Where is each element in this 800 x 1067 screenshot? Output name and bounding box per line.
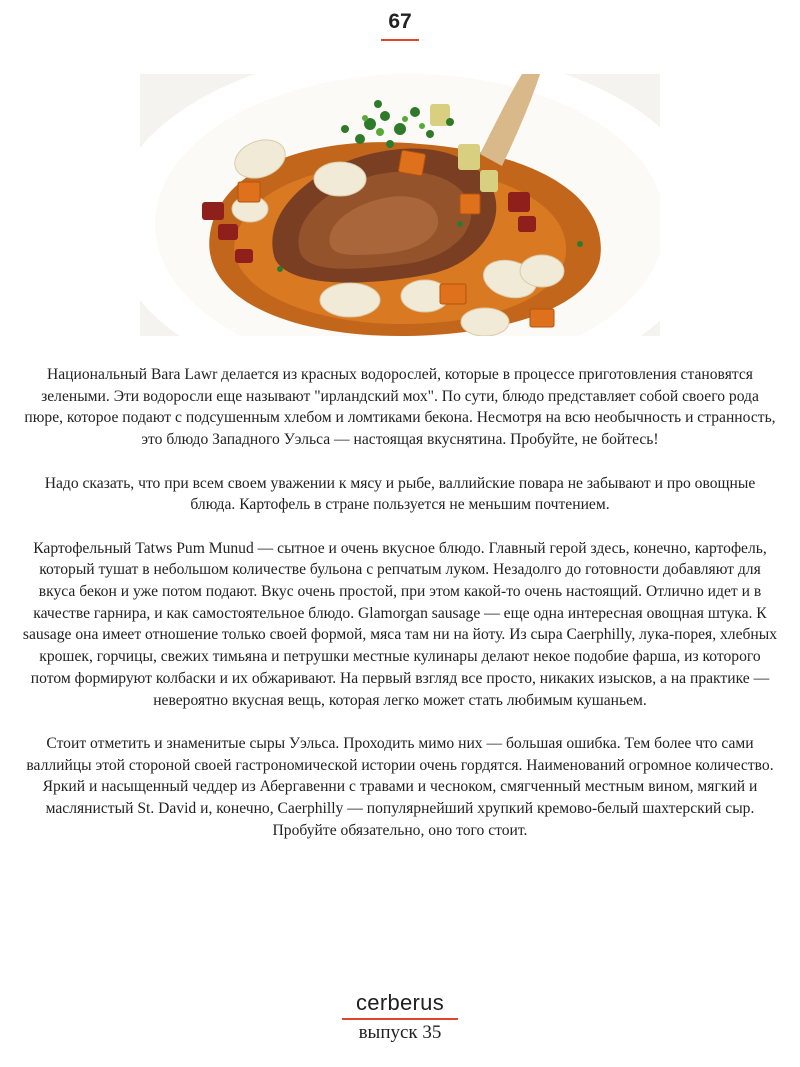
brand-underline: [342, 1018, 458, 1020]
dish-photo: [140, 74, 660, 336]
article-paragraph: Национальный Bara Lawr делается из красных водорослей, которые в процессе приготовления становятся зелеными. Эти водоросли еще называют "ирландский мох". По сути, блюдо представляет собой своего рода пюре, которое подают с подсушенным хлебом и ломтиками бекона. Несмотря на всю необычность и странность, это блюдо Западного Уэльса — настоящая вкуснятина. Пробуйте, не бойтесь!: [24, 366, 776, 449]
article-paragraph: Стоит отметить и знаменитые сыры Уэльса. Проходить мимо них — большая ошибка. Тем более что сами валлийцы этой стороной своей гастрономической истории очень гордятся. Наименований огромное количество. Яркий и насыщенный чеддер из Абергавенни с травами и чесноком, смягченный местным вином, мягкий и маслянистый St. David и, конечно, Caerphilly — популярнейший хрупкий кремово-белый шахтерский сыр. Пробуйте обязательно, оно того стоит.: [26, 734, 774, 839]
magazine-brand: cerberus: [356, 990, 444, 1015]
article-paragraph: Надо сказать, что при всем своем уважении к мясу и рыбе, валлийские повара не забывают и про овощные блюда. Картофель в стране пользуется не меньшим почтением.: [44, 474, 756, 514]
article-body: [22, 364, 778, 863]
issue-number: выпуск 35: [358, 1022, 442, 1043]
page-number-underline: [381, 39, 419, 41]
article-paragraph: Картофельный Tatws Pum Munud — сытное и очень вкусное блюдо. Главный герой здесь, конечно, картофель, который тушат в небольшом количестве бульона с репчатым луком. Незадолго до готовности добавляют для вкуса бекон и уже потом подают. Вкус очень простой, при этом какой-то очень настоящий. Отлично идет и в качестве гарнира, и как самостоятельное блюдо. Glamorgan sausage — еще одна интересная овощная штука. К sausage она имеет отношение только своей формой, мяса там ни на йоту. Из сыра Caerphilly, лука-порея, хлебных крошек, горчицы, свежих тимьяна и петрушки местные кулинары делают некое подобие фарша, из которого потом формируют колбаски и их обжаривают. На первый взгляд все просто, никаких изысков, а на практике — невероятно вкусная вещь, которая легко может стать любимым кушаньем.: [22, 539, 778, 709]
page-number: 67: [388, 10, 412, 33]
